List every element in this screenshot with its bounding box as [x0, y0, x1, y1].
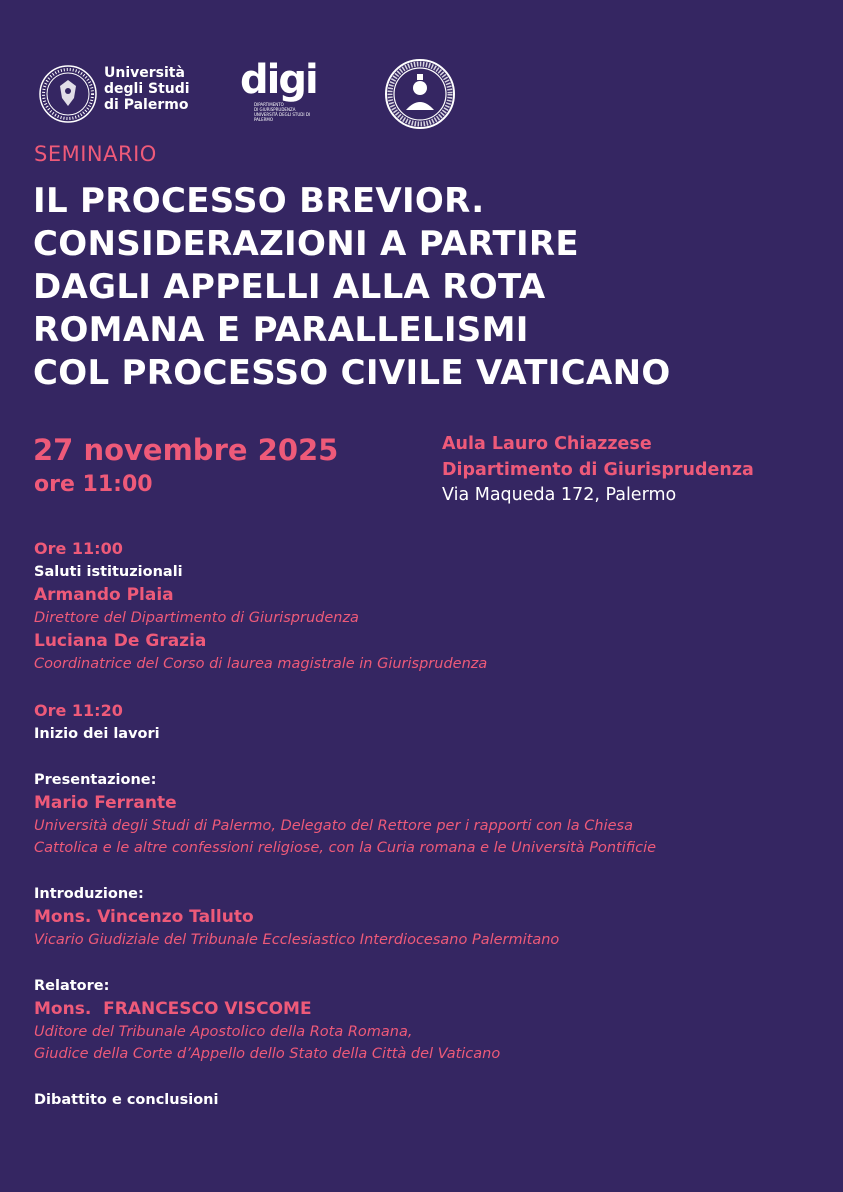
speaker-role: Università degli Studi di Palermo, Delegato del Rettore per i rapporti con la Chiesa	[34, 818, 633, 834]
seminar-title: IL PROCESSO BREVIOR. CONSIDERAZIONI A PARTIRE DAGLI APPELLI ALLA ROTA ROMANA E PARALLELISMI COL PROCESSO CIVILE VATICANO	[33, 181, 671, 393]
program-heading: Presentazione:	[34, 772, 157, 788]
event-type: SEMINARIO	[34, 142, 157, 166]
speaker-role: Direttore del Dipartimento di Giurisprudenza	[34, 610, 359, 626]
logo-row	[38, 58, 478, 132]
program	[34, 537, 824, 1111]
speaker-role: Uditore del Tribunale Apostolico della Rota Romana,	[34, 1024, 413, 1040]
event-venue	[442, 432, 832, 509]
program-heading: Relatore:	[34, 978, 110, 994]
program-time: Ore 11:20	[34, 701, 123, 720]
speaker-role: Giudice della Corte d’Appello dello Stato della Città del Vaticano	[34, 1046, 501, 1062]
speaker-name: Mons. FRANCESCO VISCOME	[34, 999, 312, 1019]
speaker-role: Cattolica e le altre confessioni religiose, con la Curia romana e le Università Pontificie	[34, 840, 657, 856]
speaker-name: Luciana De Grazia	[34, 631, 207, 651]
program-heading: Dibattito e conclusioni	[34, 1092, 219, 1108]
speaker-name: Mario Ferrante	[34, 793, 177, 813]
university-seal-icon	[38, 64, 98, 124]
program-heading: Saluti istituzionali	[34, 564, 183, 580]
university-name: Università degli Studi di Palermo	[104, 65, 190, 113]
speaker-role: Coordinatrice del Corso di laurea magistrale in Giurisprudenza	[34, 656, 488, 672]
speaker-name: Armando Plaia	[34, 585, 174, 605]
digi-logo: digi DIPARTIMENTO DI GIURISPRUDENZA UNIVERSITÀ DEGLI STUDI DI PALERMO	[240, 60, 324, 120]
venue-room: Aula Lauro Chiazzese	[442, 434, 652, 454]
venue-department: Dipartimento di Giurisprudenza	[442, 459, 754, 480]
speaker-name: Mons. Vincenzo Talluto	[34, 907, 254, 927]
program-heading: Inizio dei lavori	[34, 726, 160, 742]
program-time: Ore 11:00	[34, 539, 123, 558]
program-heading: Introduzione:	[34, 886, 144, 902]
digi-subtitle: DIPARTIMENTO DI GIURISPRUDENZA UNIVERSITÀ DEGLI STUDI DI PALERMO	[254, 102, 311, 122]
venue-address: Via Maqueda 172, Palermo	[442, 485, 677, 505]
event-time: ore 11:00	[34, 472, 153, 497]
event-date: 27 novembre 2025	[33, 433, 339, 467]
speaker-role: Vicario Giudiziale del Tribunale Ecclesiastico Interdiocesano Palermitano	[34, 932, 560, 948]
tribunal-seal-icon	[384, 58, 456, 130]
